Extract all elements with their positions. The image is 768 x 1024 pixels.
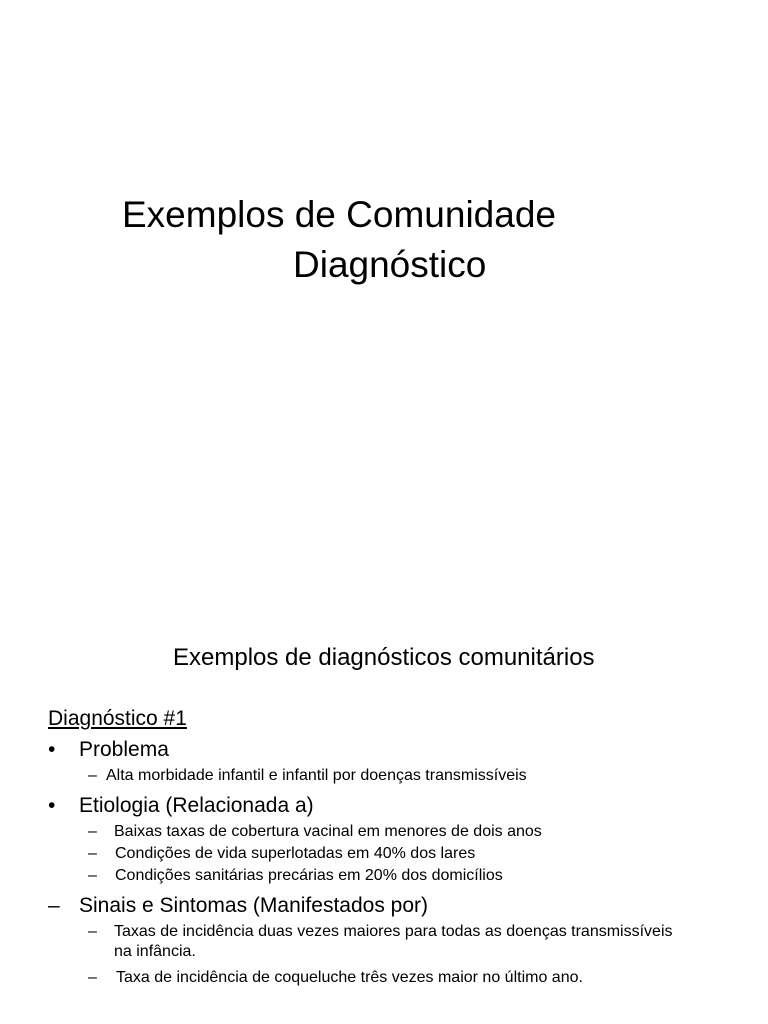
list-item [48,766,748,786]
slide-title [0,190,768,290]
list-item-text: Condições sanitárias precárias em 20% dos domicílios [115,867,503,884]
dash-icon: – [88,969,97,986]
list-item-text: Baixas taxas de cobertura vacinal em menores de dois anos [114,823,542,840]
list-item [48,866,748,886]
slide-subtitle: Exemplos de diagnósticos comunitários [173,644,595,671]
dash-icon: – [88,867,97,884]
dash-icon: – [88,823,97,840]
dash-icon: – [88,767,97,784]
section-label: Problema [79,738,169,761]
dash-icon: – [88,923,97,940]
section-label: Sinais e Sintomas (Manifestados por) [79,894,428,917]
list-item-text: Alta morbidade infantil e infantil por doenças transmissíveis [106,767,527,784]
section-label: Etiologia (Relacionada a) [79,794,314,817]
slide-title-line-1: Exemplos de Comunidade [122,194,556,235]
dash-icon: – [88,845,97,862]
diagnosis-content [48,704,748,988]
slide-title-line-2: Diagnóstico [293,244,487,285]
list-item-text: Taxa de incidência de coqueluche três vezes maior no último ano. [116,969,583,986]
list-item [48,844,748,864]
list-item-text: Condições de vida superlotadas em 40% dos lares [115,845,476,862]
list-item [48,922,674,962]
section-sinais-sintomas [48,892,748,920]
section-problema [48,736,748,764]
bullet-icon: • [48,738,56,761]
dash-icon: – [48,894,60,917]
list-item [48,968,748,988]
bullet-icon: • [48,794,56,817]
list-item [48,822,748,842]
section-etiologia [48,792,748,820]
diagnosis-heading: Diagnóstico #1 [48,707,187,730]
list-item-text: Taxas de incidência duas vezes maiores para todas as doenças transmissíveis na infância. [114,923,673,960]
